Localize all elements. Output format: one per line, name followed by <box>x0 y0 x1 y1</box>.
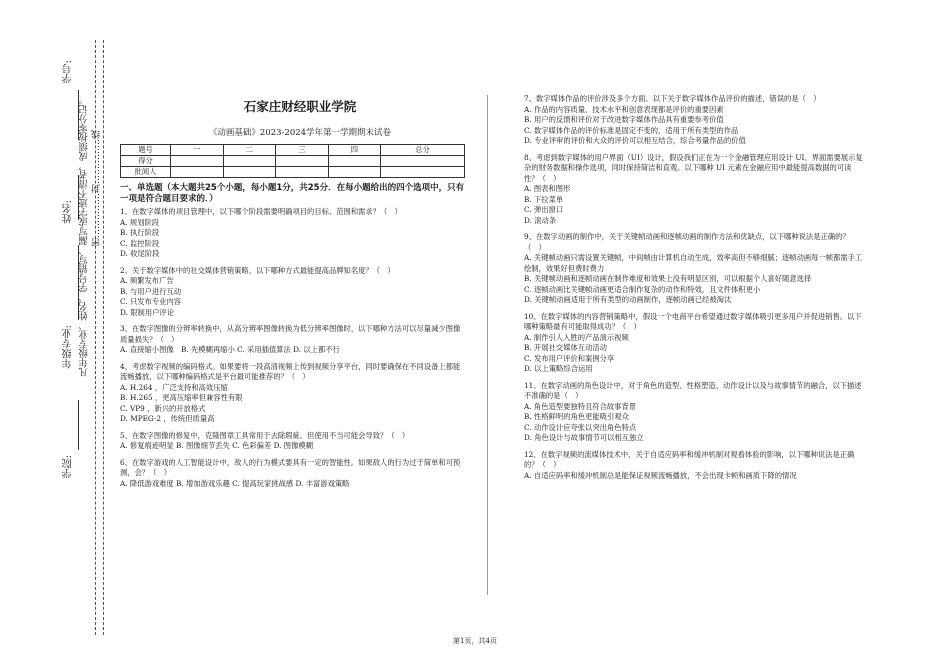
reviewer-cell[interactable] <box>276 167 329 178</box>
reviewer-row <box>121 167 465 178</box>
column-divider <box>487 95 488 595</box>
question-7 <box>524 94 864 147</box>
score-cell[interactable] <box>223 156 276 167</box>
option-b[interactable]: B. 下拉菜单 <box>524 194 564 204</box>
score-table-header-row <box>121 145 465 156</box>
option-row[interactable]: A. 降低游戏难度 B. 增加游戏乐趣 C. 提高玩家挑战感 D. 丰富游戏策略 <box>120 478 350 488</box>
question-stem: 1、在数字媒体的项目管理中，以下哪个阶段需要明确项目的目标、范围和需求？（ ） <box>120 207 402 216</box>
question-stem: 6、在数字游戏的人工智能设计中，敌人的行为模式要具有一定的智能性。如果敌人的行为过于简单和可预测，会？（ ） <box>120 457 461 477</box>
school-title: 石家庄财经职业学院 <box>243 99 357 114</box>
binding-school: 学院: <box>63 455 74 479</box>
question-stem: 5、在数字图像的修复中，克隆图章工具常用于去除瑕疵。但使用不当可能会导致？（ ） <box>120 430 410 440</box>
binding-seal: 密……………封……………线 <box>92 130 102 247</box>
option-a[interactable]: A. 关键帧动画只需设置关键帧，中间帧由计算机自动生成，效率高但不够细腻；逐帧动画每一帧都需手工绘制，效果好但费时费力 <box>524 253 863 273</box>
question-stem: 3、在数字图像的分辨率转换中，从高分辨率图像转换为低分辨率图像时，以下哪种方法可以尽量减少图像质量损失？（ ） <box>120 324 461 344</box>
page-footer: 第1页，共4页 <box>453 637 497 645</box>
option-d[interactable]: D. 滚动条 <box>524 215 557 225</box>
option-d[interactable]: D. 角色设计与故事情节可以相互独立 <box>524 433 644 442</box>
question-12 <box>524 450 864 482</box>
question-stem: 9、在数字动画的制作中，关于关键帧动画和逐帧动画的制作方法和优缺点，以下哪种说法是正确的？（ ） <box>524 232 850 252</box>
option-c[interactable]: C. 弹出窗口 <box>524 205 564 214</box>
reviewer-cell[interactable] <box>381 167 465 178</box>
score-table-header: 二 <box>223 145 276 156</box>
option-b[interactable]: B. 关键帧动画和逐帧动画在制作难度和效果上没有明显区别，可以根据个人喜好随意选择 <box>524 274 812 283</box>
option-a[interactable]: A. 自适应码率和缓冲机制总是能保证视频流畅播放，不会出现卡顿和画质下降的情况 <box>524 470 797 480</box>
question-4 <box>120 362 465 425</box>
option-c[interactable]: C. 只发布专业内容 <box>120 297 182 306</box>
option-d[interactable]: D. 以上策略综合运用 <box>524 364 593 373</box>
option-a[interactable]: A. 图表和图形 <box>524 184 571 193</box>
option-b[interactable]: B. 与用户进行互动 <box>120 286 182 296</box>
score-cell[interactable] <box>171 156 224 167</box>
option-row[interactable]: A. 修复痕迹明显 B. 图像细节丢失 C. 色彩偏差 D. 图像模糊 <box>120 441 313 450</box>
score-row <box>121 156 465 167</box>
option-row[interactable]: A. 直接缩小图像 B. 先模糊再缩小 C. 采用插值算法 D. 以上都不行 <box>120 345 340 354</box>
option-c[interactable]: C. 动作设计应夸张以突出角色特点 <box>524 422 637 432</box>
option-c[interactable]: C. VP9 ，新兴的开放格式 <box>120 403 206 413</box>
binding-major: 年级专业: <box>63 325 74 369</box>
question-1 <box>120 207 465 260</box>
option-b[interactable]: B. H.265 ，更高压缩率但兼容性有限 <box>120 393 243 402</box>
score-table-header: 总分 <box>381 145 465 156</box>
score-cell[interactable] <box>276 156 329 167</box>
question-10 <box>524 312 864 375</box>
option-c[interactable]: C. 逐帧动画比关键帧动画更适合制作复杂的动作和特效，且文件体积更小 <box>524 284 761 294</box>
binding-name: 姓名: <box>63 200 74 224</box>
left-question-column <box>120 207 465 489</box>
question-11 <box>524 381 864 444</box>
question-6 <box>120 458 465 490</box>
score-cell[interactable] <box>328 156 381 167</box>
option-c[interactable]: C. 数字媒体作品的评价标准是固定不变的，适用于所有类型的作品 <box>524 125 739 135</box>
option-d[interactable]: D. 限制用户评论 <box>120 307 175 317</box>
question-stem: 11、在数字动画的角色设计中，对于角色的造型、性格塑造、动作设计以及与故事情节的融合，以下描述不准确的是（ ） <box>524 380 862 400</box>
score-table-header: 四 <box>328 145 381 156</box>
question-8 <box>524 153 864 227</box>
option-d[interactable]: D. 关键帧动画适用于所有类型的动画制作，逐帧动画已经被淘汰 <box>524 295 732 304</box>
binding-notice: 凡年级专业、姓名、学号错写、漏写或字迹不清者，成绩按零分记。 <box>79 95 90 377</box>
question-3 <box>120 324 465 356</box>
score-table <box>120 144 465 178</box>
option-c[interactable]: C. 发布用户评价和案例分享 <box>524 353 615 363</box>
option-b[interactable]: B. 执行阶段 <box>120 228 160 237</box>
right-question-column <box>524 94 864 481</box>
binding-student-no: 学号: <box>63 60 74 84</box>
option-a[interactable]: A. 作品的内容质量、技术水平和创意表现都是评价的重要因素 <box>524 104 724 114</box>
option-a[interactable]: A. H.264 ，广泛支持和高效压缩 <box>120 382 228 392</box>
option-a[interactable]: A. 角色造型要独特且符合故事背景 <box>524 401 637 411</box>
option-a[interactable]: A. 规划阶段 <box>120 217 160 227</box>
score-table-header: 一 <box>171 145 224 156</box>
reviewer-row-label: 批阅人 <box>121 167 171 178</box>
school-underline <box>78 400 79 450</box>
reviewer-cell[interactable] <box>328 167 381 178</box>
option-a[interactable]: A. 频繁发布广告 <box>120 276 174 285</box>
question-stem: 12、在数字视频的流媒体技术中，关于自适应码率和缓冲机制对观看体验的影响，以下哪种说法是正确的？（ ） <box>524 449 855 469</box>
score-row-label: 得分 <box>121 156 171 167</box>
question-stem: 10、在数字媒体的内容营销策略中，假设一个电商平台希望通过数字媒体吸引更多用户并促进销售。以下哪种策略最有可能取得成功？（ ） <box>524 311 862 331</box>
question-stem: 7、数字媒体作品的评价涉及多个方面。以下关于数字媒体作品评价的描述，错误的是（ ） <box>524 94 821 103</box>
option-c[interactable]: C. 监控阶段 <box>120 238 160 248</box>
question-2 <box>120 266 465 319</box>
option-b[interactable]: B. 用户的反馈和评价对于改进数字媒体作品具有重要参考价值 <box>524 115 724 124</box>
question-stem: 8、考虑到数字媒体的用户界面（UI）设计，假设我们正在为一个金融管理应用设计 UI。界面需要展示复杂的财务数据和操作选项，同时保持简洁和直观。以下哪种 UI 元素在金融应用中最能提高数据的可读性？（ ） <box>524 152 863 183</box>
binding-dashed-line-inner <box>103 40 104 635</box>
exam-title: 《动画基础》2023-2024学年第一学期期末试卷 <box>208 128 392 138</box>
score-cell[interactable] <box>381 156 465 167</box>
option-d[interactable]: D. 收尾阶段 <box>120 249 160 258</box>
question-9 <box>524 232 864 306</box>
section-1-title: 一、单选题（本大题共25个小题，每小题1分，共25分．在每小题给出的四个选项中，只有一项是符合题目要求的．） <box>120 183 465 204</box>
option-b[interactable]: B. 性格鲜明的角色更能吸引观众 <box>524 412 629 421</box>
question-5 <box>120 431 465 452</box>
question-stem: 2、关于数字媒体中的社交媒体营销策略，以下哪种方式最能提高品牌知名度？（ ） <box>120 265 395 275</box>
option-a[interactable]: A. 制作引人入胜的产品演示视频 <box>524 332 629 342</box>
question-stem: 4、考虑数字视频的编码格式。如果要将一段高清视频上传到视频分享平台，同时要确保在不同设备上都能流畅播放，以下哪种编码格式是平台最可能推荐的？（ ） <box>120 361 461 381</box>
reviewer-cell[interactable] <box>171 167 224 178</box>
score-table-header: 题号 <box>121 145 171 156</box>
score-table-header: 三 <box>276 145 329 156</box>
option-d[interactable]: D. MPEG-2 ，传统但质量高 <box>120 414 215 423</box>
reviewer-cell[interactable] <box>223 167 276 178</box>
option-d[interactable]: D. 专业评审的评价和大众的评价可以相互结合，综合考量作品的价值 <box>524 136 746 145</box>
option-b[interactable]: B. 开展社交媒体互动活动 <box>524 343 607 352</box>
